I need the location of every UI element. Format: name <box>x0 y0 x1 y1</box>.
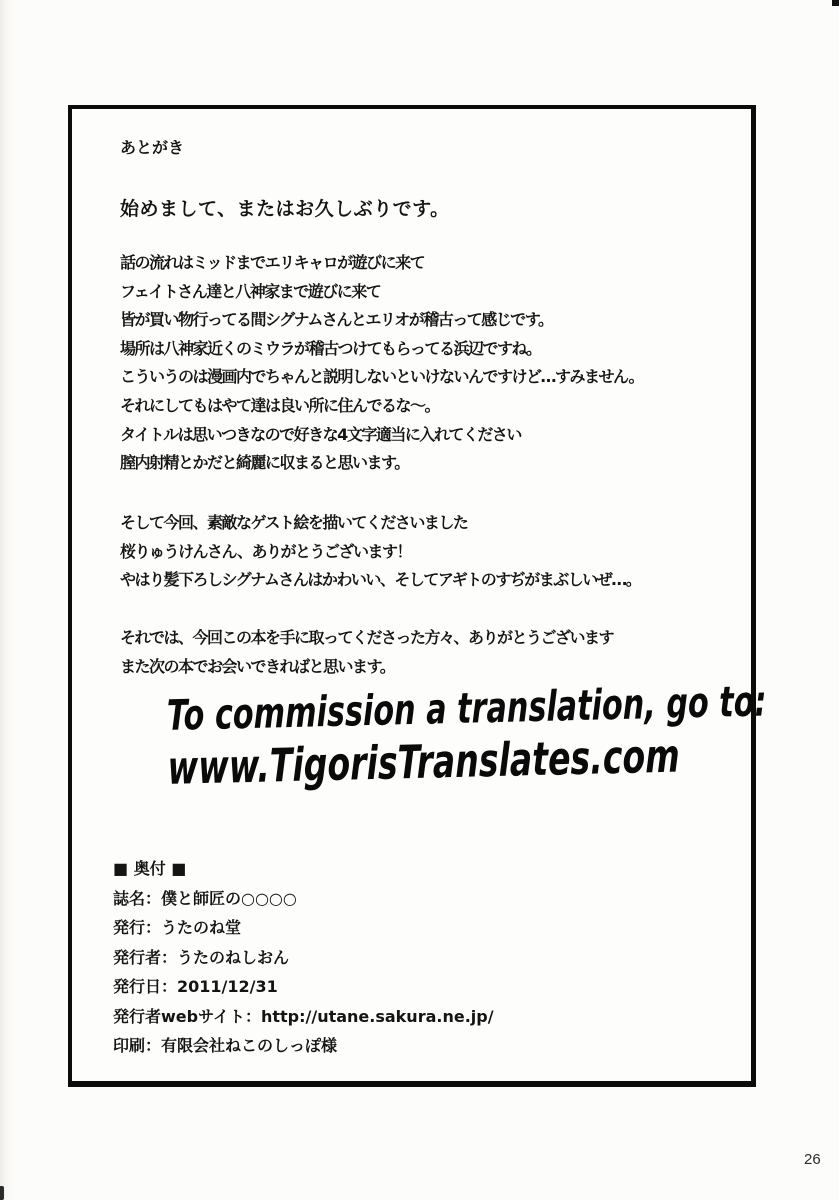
guest-line: そして今回、素敵なゲスト絵を描いてくださいました <box>120 513 468 532</box>
closing-line: それでは、今回この本を手に取ってくださった方々、ありがとうございます <box>120 628 614 647</box>
scan-mark-bottom-left <box>0 1186 4 1200</box>
closing-line: また次の本でお会いできればと思います。 <box>120 656 395 676</box>
story-line: 皆が買い物行ってる間シグナムさんとエリオが稽古って感じです。 <box>120 310 553 330</box>
story-line: タイトルは思いつきなので好きな4文字適当に入れてください <box>120 424 521 444</box>
scan-speck-top-right <box>832 0 839 6</box>
story-line: それにしてもはやて達は良い所に住んでるな～。 <box>120 395 440 415</box>
guest-line: やはり髪下ろしシグナムさんはかわいい、そしてアギトのすぢがまぶしいぜ…。 <box>120 570 641 590</box>
colophon-line-date: 発行日：2011/12/31 <box>113 977 278 996</box>
colophon-line-website: 発行者webサイト：http://utane.sakura.ne.jp/ <box>113 1006 494 1026</box>
colophon-line-title: 誌名：僕と師匠の○○○○ <box>113 888 297 908</box>
colophon <box>113 854 494 1061</box>
story-line: 場所は八神家近くのミウラが稽古つけてもらってる浜辺ですね。 <box>120 338 541 358</box>
colophon-line-printer: 印刷：有限会社ねこのしっぽ様 <box>113 1036 338 1055</box>
colophon-heading: ■ 奥付 ■ <box>113 859 187 878</box>
guest-line: 桜りゅうけんさん、ありがとうございます！ <box>120 541 411 561</box>
colophon-line-publisher: 発行：うたのね堂 <box>113 918 242 937</box>
guest-art-paragraph <box>120 509 640 595</box>
colophon-line-author: 発行者：うたのねしおん <box>113 947 290 967</box>
commission-url: www.TigorisTranslates.com <box>167 728 681 795</box>
story-paragraph <box>120 249 643 478</box>
translation-commission-banner <box>166 676 767 795</box>
greeting-line: 始めまして、またはお久しぶりです。 <box>120 198 450 220</box>
closing-paragraph <box>120 624 613 681</box>
story-line: フェイトさん達と八神家まで遊びに来て <box>120 281 381 301</box>
afterword-heading: あとがき <box>120 138 185 157</box>
story-line: 話の流れはミッドまでエリキャロが遊びに来て <box>120 253 425 272</box>
story-line: 膣内射精とかだと綺麗に収まると思います。 <box>120 453 409 473</box>
page-number: 26 <box>804 1151 821 1168</box>
commission-message: To commission a translation, go to: <box>166 676 767 740</box>
afterword-border-frame <box>68 105 767 1087</box>
story-line: こういうのは漫画内でちゃんと説明しないといけないんですけど…すみません。 <box>120 367 643 387</box>
